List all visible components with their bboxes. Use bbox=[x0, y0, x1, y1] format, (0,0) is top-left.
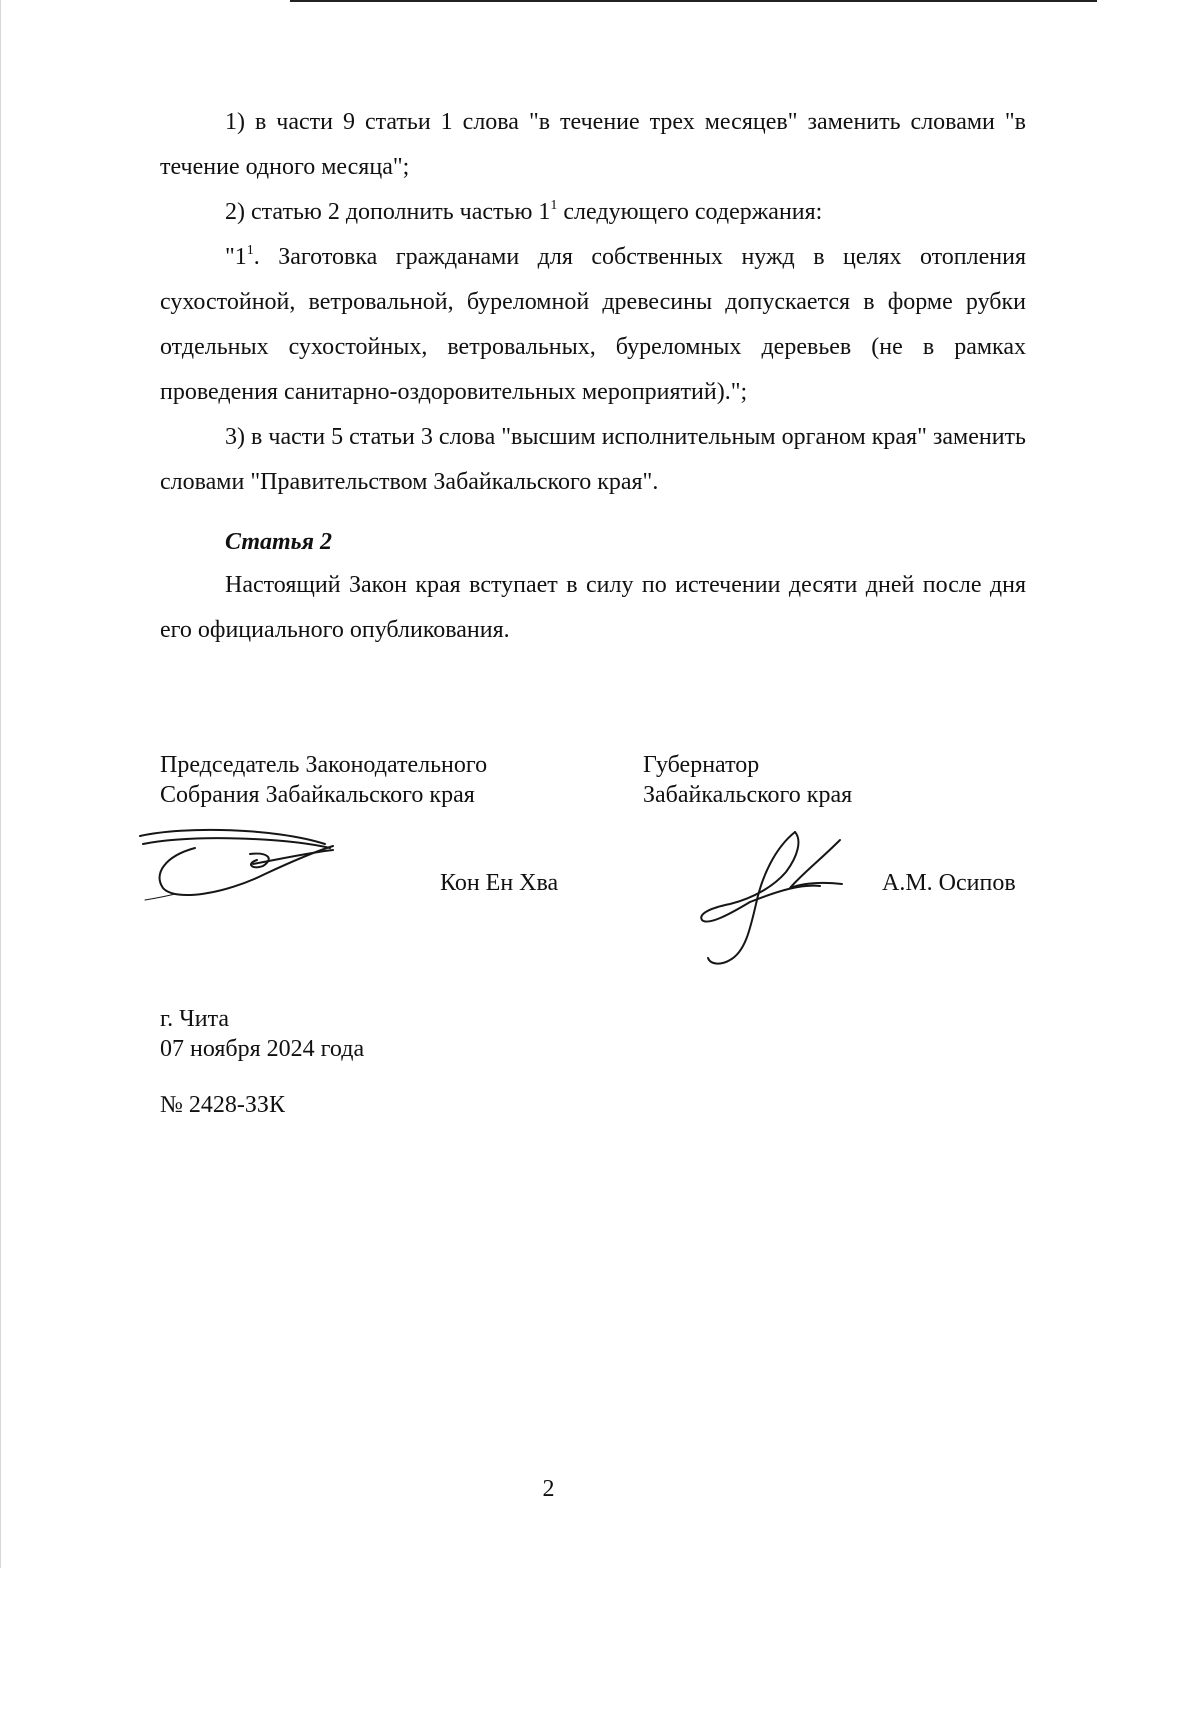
item-2 bbox=[160, 190, 1026, 235]
quote-superscript: 1 bbox=[246, 243, 254, 258]
left-title-line-1: Председатель Законодательного bbox=[160, 752, 488, 778]
right-handwritten-signature bbox=[690, 826, 870, 971]
date: 07 ноября 2024 года bbox=[160, 1036, 365, 1062]
item-1-text: 1) в части 9 статьи 1 слова "в течение трех месяцев" заменить словами "в течение одного месяца"; bbox=[160, 109, 1026, 180]
item-2-text-before: 2) статью 2 дополнить частью 1 bbox=[225, 199, 551, 225]
left-signatory-name: Кон Ен Хва bbox=[440, 870, 559, 896]
left-handwritten-signature bbox=[135, 822, 345, 912]
page-number: 2 bbox=[542, 1476, 555, 1502]
right-title-line-1: Губернатор bbox=[643, 752, 760, 778]
item-3 bbox=[160, 415, 1026, 505]
item-2-text-after: следующего содержания: bbox=[557, 199, 823, 225]
right-signatory-name: А.М. Осипов bbox=[882, 870, 1016, 896]
item-1 bbox=[160, 100, 1026, 190]
scan-top-border bbox=[290, 0, 1097, 2]
right-signatory-title bbox=[643, 750, 852, 810]
quote-text-after: . Заготовка гражданами для собственных нужд в целях отопления сухостойной, ветровальной, буреломной древесины допускается в форме рубки отдельных сухостойных, ветровальных, буреломных деревьев (не в рамках проведения санитарно-оздоровительных мероприятий)."; bbox=[160, 244, 1026, 405]
left-title-line-2: Собрания Забайкальского края bbox=[160, 782, 475, 808]
right-title-line-2: Забайкальского края bbox=[643, 782, 853, 808]
scan-left-edge bbox=[0, 0, 1, 1568]
item-2-quote bbox=[160, 235, 1026, 415]
left-signatory-title bbox=[160, 750, 487, 810]
item-3-text: 3) в части 5 статьи 3 слова "высшим исполнительным органом края" заменить словами "Правительством Забайкальского края". bbox=[160, 424, 1026, 495]
article-text: Настоящий Закон края вступает в силу по истечении десяти дней после дня его официального опубликования. bbox=[160, 572, 1026, 643]
item-2-superscript: 1 bbox=[550, 198, 558, 213]
quote-text-before: "1 bbox=[225, 244, 247, 270]
article-heading: Статья 2 bbox=[225, 529, 333, 555]
city: г. Чита bbox=[160, 1006, 230, 1032]
law-number: № 2428-ЗЗК bbox=[160, 1092, 285, 1118]
